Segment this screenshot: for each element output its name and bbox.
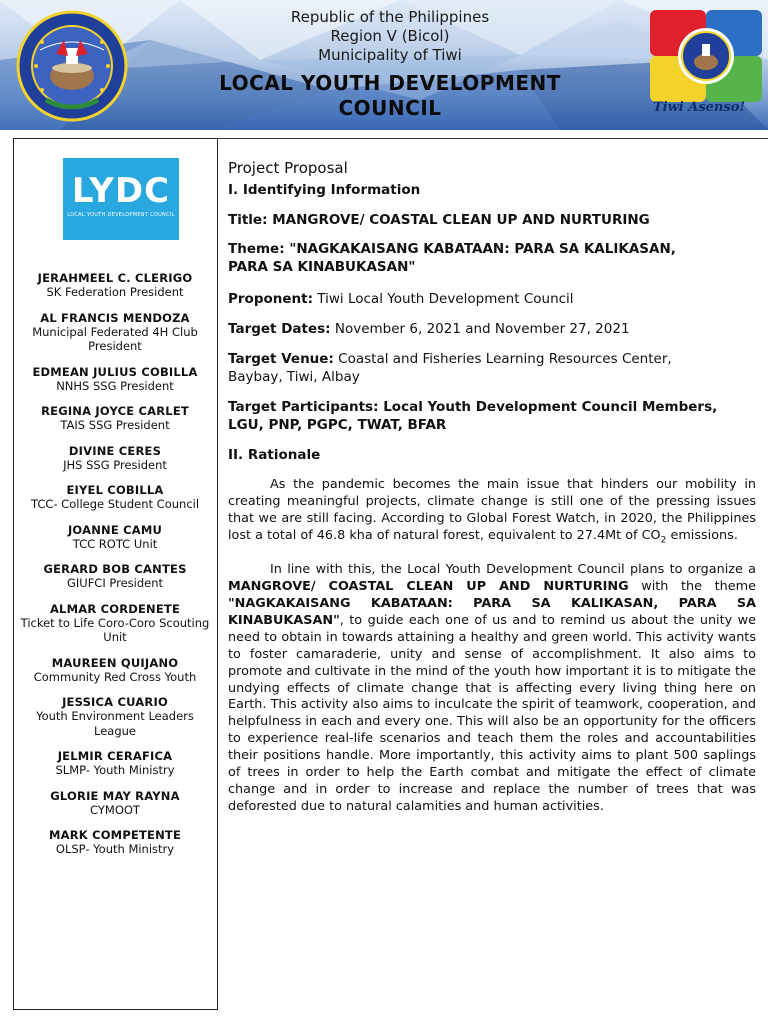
- theme-field: [228, 240, 698, 276]
- member-name: DIVINE CERES: [68, 443, 162, 458]
- republic-line: Republic of the Philippines: [290, 8, 490, 26]
- proponent-value: Tiwi Local Youth Development Council: [317, 291, 574, 307]
- member-role: Ticket to Life Coro-Coro Scouting Unit: [20, 615, 210, 644]
- rationale-paragraph-1: As the pandemic becomes the main issue that hinders our mobility in creating meaningful projects, climate change is still one of the pressing issues that we are still facing. According to Global Forest Watch, in 2020, the Philippines lost a total of 46.8 kha of natural forest, equivalent to 27.4Mt of $CO_2$ emissions.: [228, 477, 756, 546]
- council-title-line1: LOCAL YOUTH DEVELOPMENT: [219, 71, 561, 95]
- header-divider: [218, 138, 768, 139]
- member-role: Youth Environment Leaders League: [36, 709, 194, 738]
- target-dates-field: [228, 320, 756, 338]
- member-entry: [14, 789, 216, 818]
- member-role: TCC- College Student Council: [30, 497, 200, 511]
- theme-label: Theme:: [228, 241, 285, 257]
- member-entry: [14, 444, 216, 473]
- member-name: JELMIR CERAFICA: [57, 749, 173, 763]
- member-name: JERAHMEEL C. CLERIGO: [37, 271, 193, 285]
- member-entry: [14, 749, 216, 778]
- member-role: GIUFCI President: [66, 576, 164, 590]
- lydc-logo: [63, 158, 179, 240]
- member-entry: [14, 404, 216, 433]
- section-identifying-information: I. Identifying Information: [228, 182, 421, 198]
- member-name: JOANNE CAMU: [67, 522, 163, 537]
- target-participants-label: Target Participants:: [228, 399, 379, 415]
- municipality-line: Municipality of Tiwi: [318, 46, 462, 64]
- target-dates-label: Target Dates:: [228, 321, 331, 337]
- proposal-body: [228, 158, 756, 816]
- member-name: AL FRANCIS MENDOZA: [40, 310, 190, 325]
- member-name: MAUREEN QUIJANO: [51, 655, 179, 670]
- member-name: REGINA JOYCE CARLET: [41, 404, 189, 418]
- member-role: Municipal Federated 4H Club President: [32, 324, 198, 353]
- council-title-line2: COUNCIL: [338, 96, 442, 120]
- letterhead-banner: [0, 0, 768, 130]
- member-entry: [14, 483, 216, 512]
- member-name: EDMEAN JULIUS COBILLA: [32, 364, 198, 379]
- target-venue-label: Target Venue:: [228, 351, 334, 367]
- member-role: SK Federation President: [46, 285, 184, 299]
- member-entry: [14, 311, 216, 354]
- member-entry: [14, 562, 216, 591]
- member-role: TCC ROTC Unit: [72, 536, 158, 551]
- theme-value: "NAGKAKAISANG KABATAAN: PARA SA KALIKASAN, PARA SA KINABUKASAN": [228, 241, 676, 275]
- member-role: Community Red Cross Youth: [33, 669, 197, 684]
- proponent-field: [228, 290, 756, 308]
- proponent-label: Proponent:: [228, 291, 313, 307]
- document-type: Project Proposal: [228, 159, 348, 177]
- member-role: NNHS SSG President: [56, 378, 174, 393]
- member-role: SLMP- Youth Ministry: [55, 763, 175, 777]
- target-venue-field: [228, 350, 728, 386]
- target-venue-value: Coastal and Fisheries Learning Resources Center, Baybay, Tiwi, Albay: [228, 351, 672, 385]
- lydc-logo-subtitle: LOCAL YOUTH DEVELOPMENT COUNCIL: [67, 212, 175, 218]
- target-dates-value: November 6, 2021 and November 27, 2021: [334, 321, 630, 337]
- member-name: EIYEL COBILLA: [66, 483, 164, 497]
- member-name: JESSICA CUARIO: [62, 695, 168, 709]
- member-name: GLORIE MAY RAYNA: [50, 788, 180, 803]
- region-line: Region V (Bicol): [330, 27, 450, 45]
- member-name: ALMAR CORDENETE: [49, 601, 181, 616]
- member-role: TAIS SSG President: [60, 418, 170, 432]
- lydc-logo-word: LYDC: [71, 171, 171, 211]
- member-list: [14, 271, 216, 868]
- tiwi-asenso-tagline: Tiwi Asenso!: [653, 100, 746, 115]
- member-name: GERARD BOB CANTES: [43, 562, 187, 576]
- title-field: [228, 211, 756, 229]
- member-role: OLSP- Youth Ministry: [55, 842, 175, 856]
- municipal-seal: [12, 10, 132, 122]
- member-entry: [14, 523, 216, 552]
- council-members-sidebar: [13, 138, 218, 1010]
- member-entry: [14, 365, 216, 394]
- target-participants-value: Local Youth Development Council Members, LGU, PNP, PGPC, TWAT, BFAR: [228, 399, 718, 433]
- member-entry: [14, 828, 216, 857]
- member-name: MARK COMPETENTE: [48, 828, 182, 842]
- member-entry: [14, 695, 216, 738]
- rationale-paragraph-2: In line with this, the Local Youth Development Council plans to organize a MANGROVE/ COASTAL CLEAN UP AND NURTURING with the theme "NAGKAKAISANG KABATAAN: PARA SA KALIKASAN, PARA SA KINABUKASAN", to guide each one of us and to remind us about the unity we need to obtain in towards attaining a healthy and green world. This activity wants to foster camaraderie, unity and sense of accomplishment. It also aims to promote and cultivate in the mind of the youth how important it is to mitigate the undying effects of climate change that is affecting every living thing here on Earth. This activity also aims to inculcate the spirit of teamwork, cooperation, and helpfulness in each and every one. This will also be an opportunity for the officers to experience real-life scenarios and teach them the roles and accountabilities their positions handle. More importantly, this activity aims to plant 500 saplings of trees in order to help the Earth combat and mitigate the effect of climate change and in order to increase and replace the number of trees that was deforested due to natural calamities and human activities.: [228, 562, 756, 814]
- member-entry: [14, 271, 216, 300]
- letterhead-text: [190, 8, 590, 121]
- member-entry: [14, 602, 216, 645]
- target-participants-field: [228, 398, 756, 434]
- member-entry: [14, 656, 216, 685]
- member-role: CYMOOT: [90, 802, 140, 817]
- title-value: MANGROVE/ COASTAL CLEAN UP AND NURTURING: [272, 212, 650, 228]
- section-rationale: II. Rationale: [228, 447, 321, 463]
- member-role: JHS SSG President: [63, 457, 167, 472]
- title-label: Title:: [228, 212, 268, 228]
